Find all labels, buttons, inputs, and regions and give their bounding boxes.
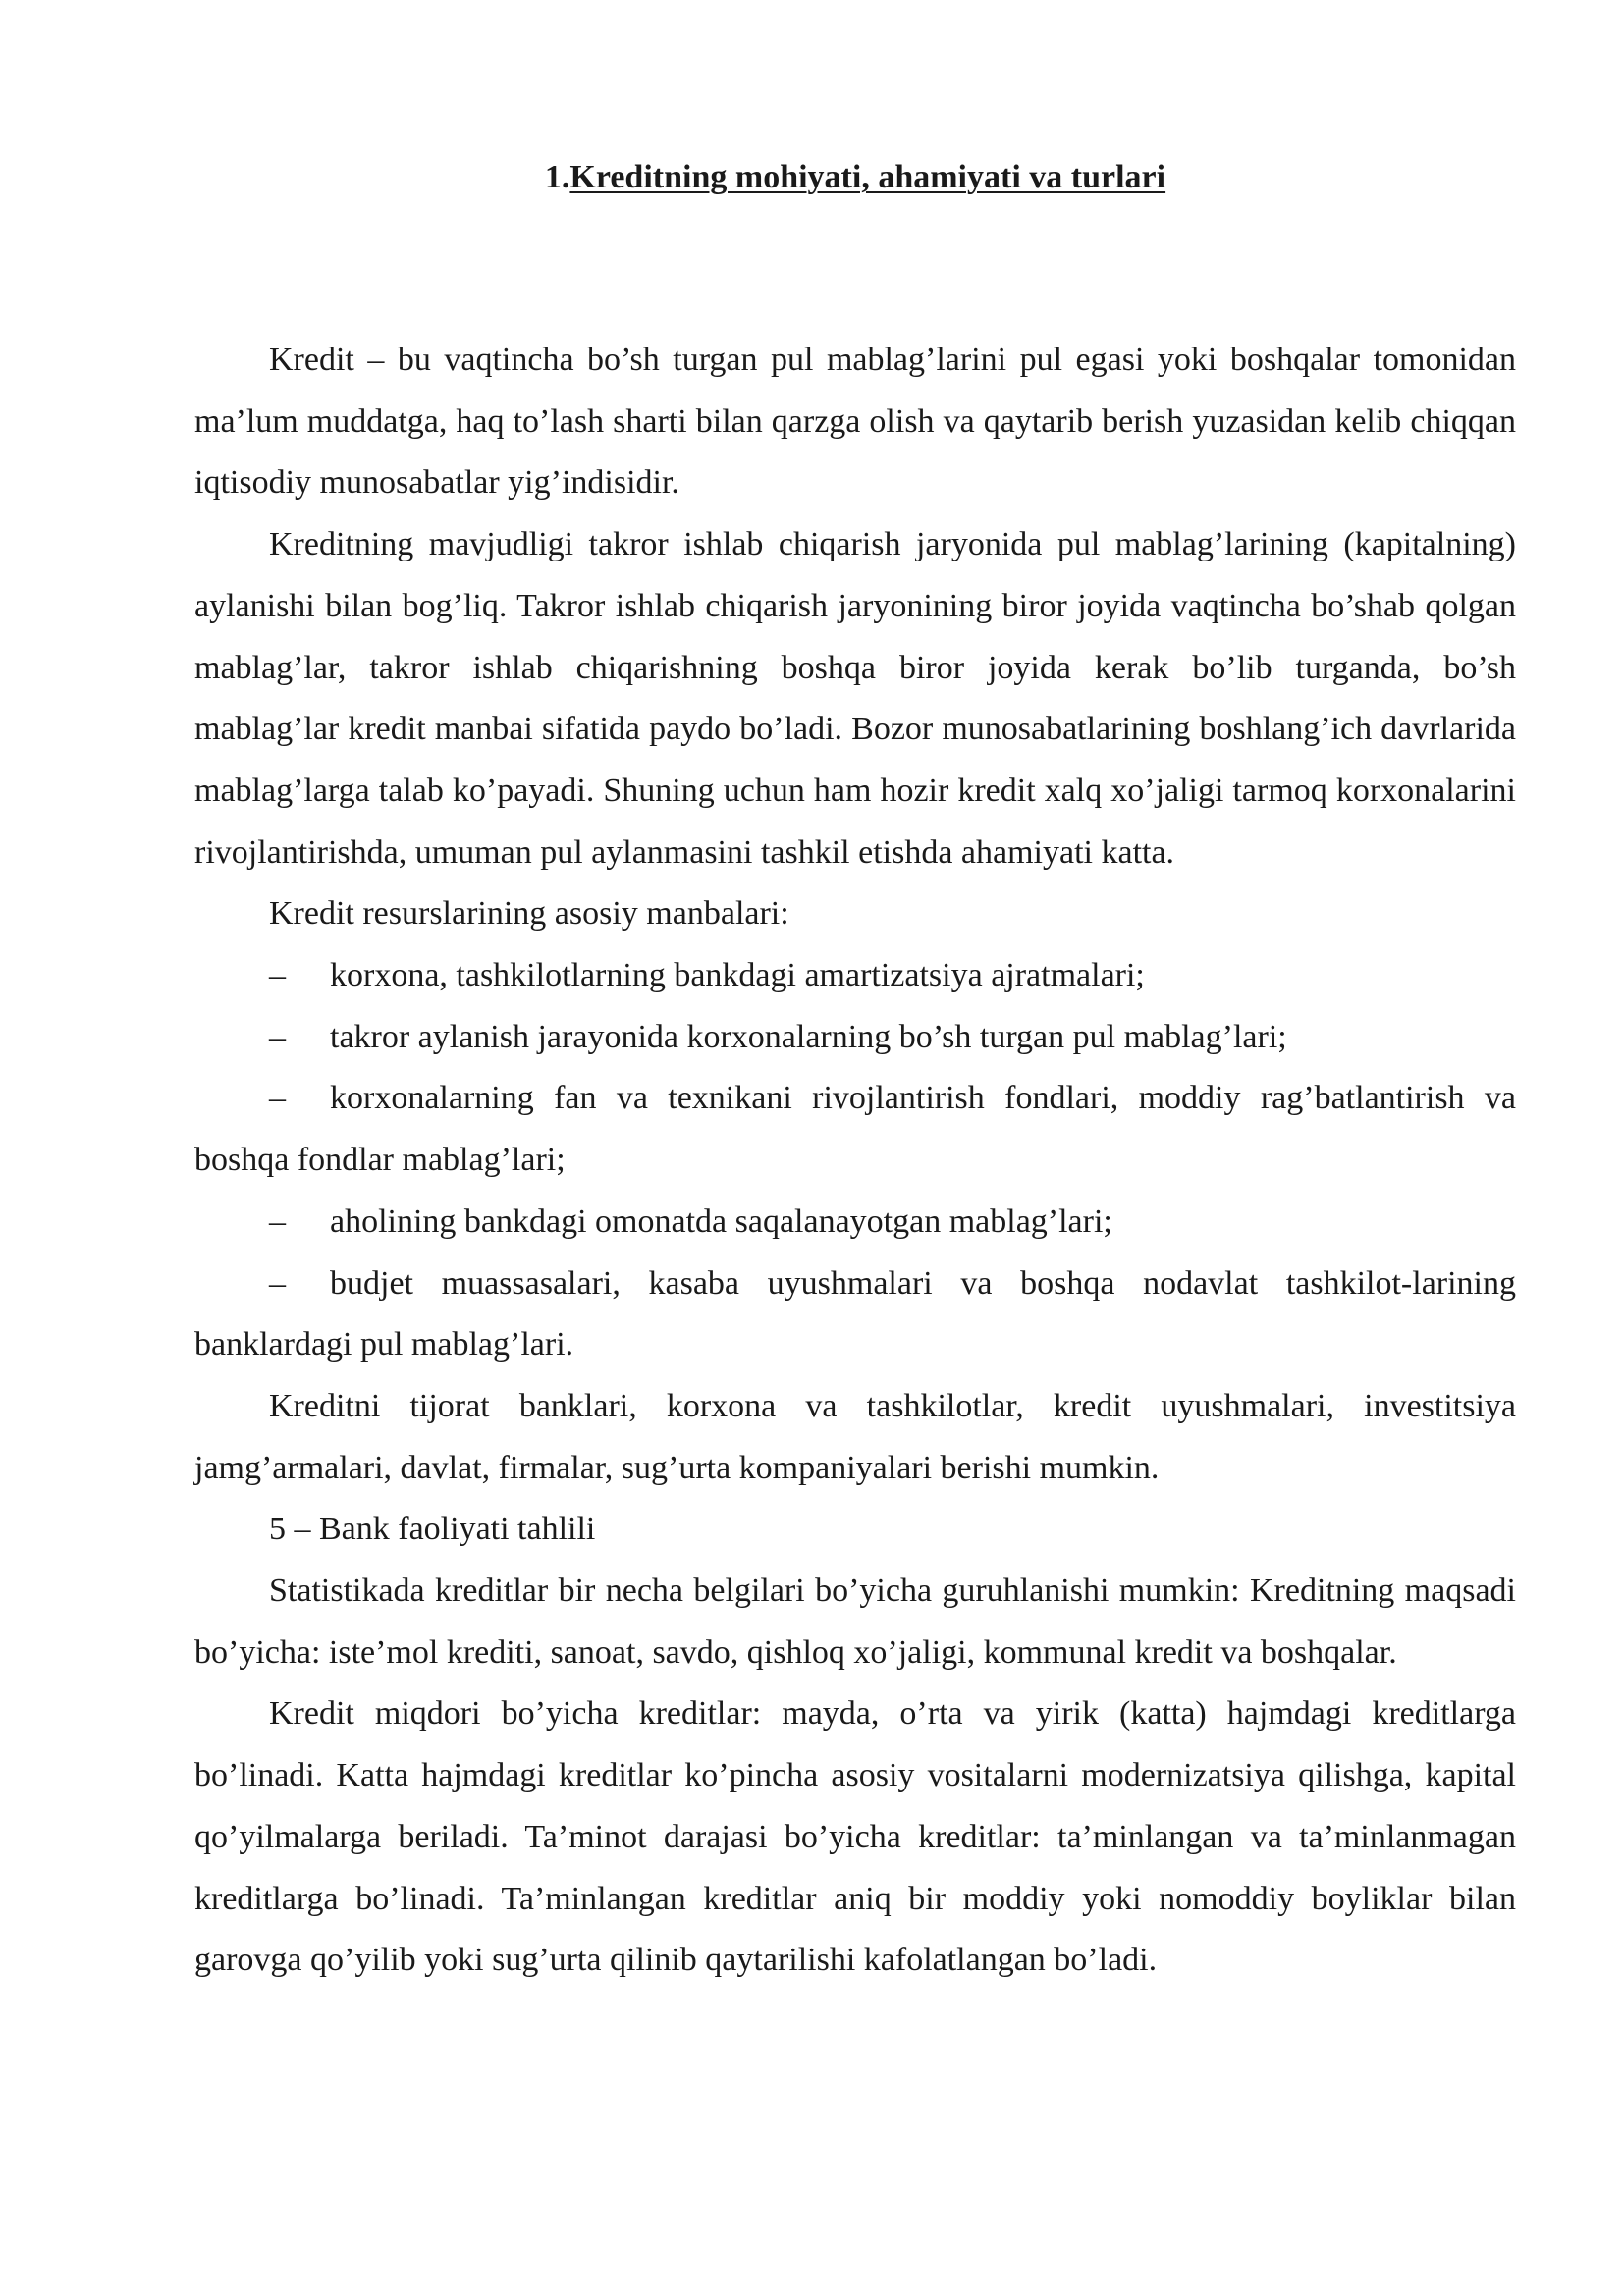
paragraph-sources-heading: Kredit resurslarining asosiy manbalari: <box>269 895 789 933</box>
list-item-text: aholining bankdagi omonatda saqalanayotgan mablag’lari; <box>330 1202 1112 1240</box>
paragraph-statistics: Statistikada kreditlar bir necha belgilari bo’yicha guruhlanishi mumkin: Kreditning maqsadi bo’yicha: iste’mol krediti, sanoat, savdo, qishloq xo’jaligi, kommunal kredit va boshqalar. <box>194 1573 1516 1671</box>
paragraph-existence: Kreditning mavjudligi takror ishlab chiqarish jaryonida pul mablag’larining (kapitalning) aylanishi bilan bog’liq. Takror ishlab chiqarish jaryonining biror joyida vaqtincha bo’shab qolgan mablag’lar, takror ishlab chiqarishning boshqa biror joyida kerak bo’lib turganda, bo’sh mablag’lar kredit manbai sifatida paydo bo’ladi. Bozor munosabatlarining boshlang’ich davrlarida mablag’larga talab ko’payadi. Shuning uchun ham hozir kredit xalq xo’jaligi tarmoq korxonalarini rivojlantirishda, umuman pul aylanmasini tashkil etishda ahamiyati katta. <box>194 526 1516 871</box>
paragraph-section-ref: 5 – Bank faoliyati tahlili <box>269 1511 596 1548</box>
list-item <box>194 1068 1516 1191</box>
title-text: Kreditning mohiyati, ahamiyati va turlari <box>569 159 1166 195</box>
dash-marker: – <box>269 1264 286 1302</box>
dash-marker: – <box>269 1018 286 1055</box>
document-title <box>194 147 1516 208</box>
dash-marker: – <box>269 1080 286 1117</box>
paragraph-definition: Kredit – bu vaqtincha bo’sh turgan pul mablag’larini pul egasi yoki boshqalar tomonidan ma’lum muddatga, haq to’lash sharti bilan qarzga olish va qaytarib berish yuzasidan kelib chiqqan iqtisodiy munosabatlar yig’indisidir. <box>194 342 1516 502</box>
list-item-text: takror aylanish jarayonida korxonalarning bo’sh turgan pul mablag’lari; <box>330 1018 1287 1055</box>
paragraph-credit-size: Kredit miqdori bo’yicha kreditlar: mayda, o’rta va yirik (katta) hajmdagi kreditlarga bo’linadi. Katta hajmdagi kreditlar ko’pincha asosiy vositalarni modernizatsiya qilishga, kapital qo’yilmalarga beriladi. Ta’minot darajasi bo’yicha kreditlar: ta’minlangan va ta’minlanmagan kreditlarga bo’linadi. Ta’minlangan kreditlar aniq bir moddiy yoki nomoddiy boyliklar bilan garovga qo’yilib yoki sug’urta qilinib qaytarilishi kafolatlangan bo’ladi. <box>194 1695 1516 1979</box>
dash-marker: – <box>269 1202 286 1240</box>
list-item <box>194 945 1516 1007</box>
dash-marker: – <box>269 957 286 994</box>
list-item <box>194 1007 1516 1069</box>
list-item <box>194 1254 1516 1376</box>
list-item-text: korxonalarning fan va texnikani rivojlantirish fondlari, moddiy rag’batlantirish va boshqa fondlar mablag’lari; <box>194 1080 1516 1179</box>
list-item-text: budjet muassasalari, kasaba uyushmalari va boshqa nodavlat tashkilot-larining banklardagi pul mablag’lari. <box>194 1264 1516 1363</box>
title-number: 1. <box>544 159 570 195</box>
paragraph-lenders: Kreditni tijorat banklari, korxona va tashkilotlar, kredit uyushmalari, investitsiya jamg’armalari, davlat, firmalar, sug’urta kompaniyalari berishi mumkin. <box>194 1387 1516 1486</box>
document-page <box>194 147 1516 1992</box>
list-item <box>194 1192 1516 1254</box>
list-item-text: korxona, tashkilotlarning bankdagi amartizatsiya ajratmalari; <box>330 957 1145 994</box>
